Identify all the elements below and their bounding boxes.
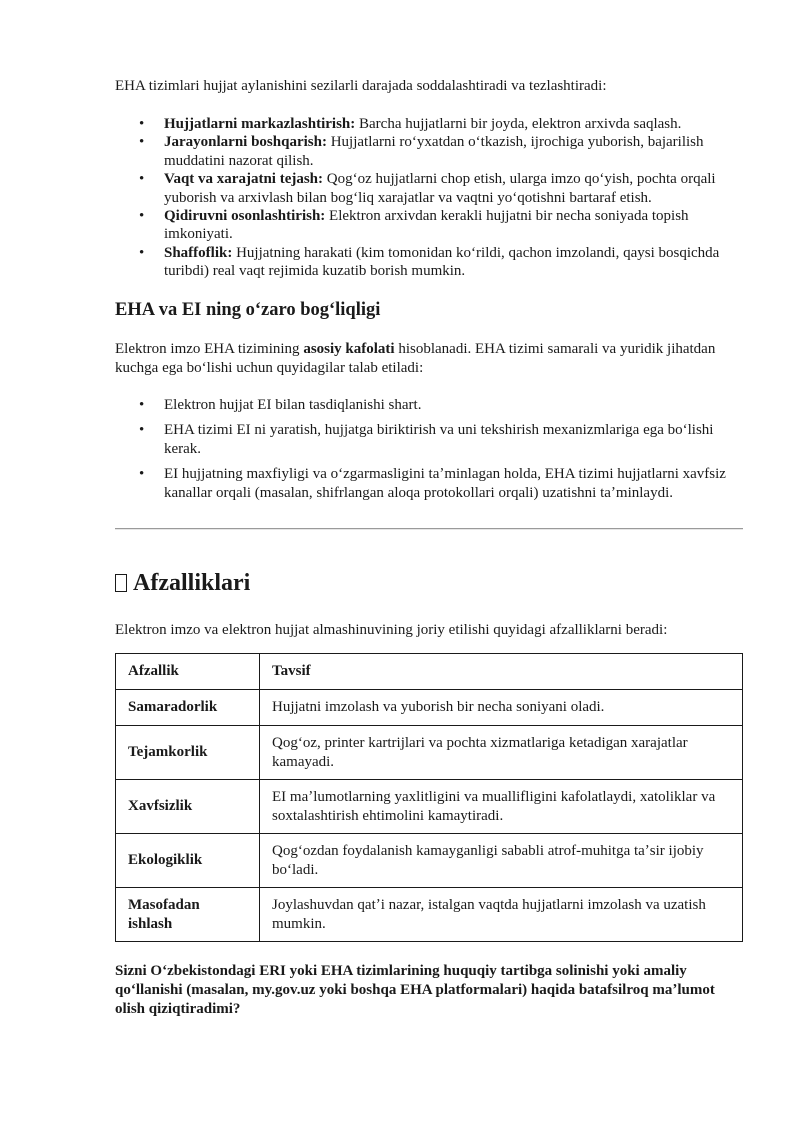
feature-term: Hujjatlarni markazlashtirish: <box>164 116 356 132</box>
list-item <box>115 421 743 458</box>
feature-text: Qogʻoz hujjatlarni chop etish, ularga imzo qoʻyish, pochta orqali yuborish va arxivlash bilan bogʻliq xarajatlar va vaqtni yoʻqotishni bartaraf etish. <box>164 171 716 206</box>
advantages-heading <box>115 567 250 599</box>
table-cell-key: Ekologiklik <box>116 834 260 888</box>
bullet-icon: • <box>139 244 145 261</box>
table-cell-key: Tejamkorlik <box>116 726 260 780</box>
bullet-icon: • <box>139 116 145 132</box>
feature-text: Elektron arxivdan kerakli hujjatni bir necha soniyada topish imkoniyati. <box>164 208 689 243</box>
missing-glyph-icon <box>115 574 127 592</box>
list-item <box>115 396 743 414</box>
table-header-cell: Tavsif <box>260 654 743 690</box>
requirement-text: EI hujjatning maxfiyligi va oʻzgarmasligini taʼminlagan holda, EHA tizimi hujjatlarni xavfsiz kanallar orqali (masalan, shifrlangan aloqa protokollari orqali) uzatishni taʼminlaydi. <box>164 466 726 501</box>
advantages-intro: Elektron imzo va elektron hujjat almashinuvining joriy etilishi quyidagi afzalliklarni beradi: <box>115 622 668 638</box>
feature-term: Vaqt va xarajatni tejash: <box>164 171 324 188</box>
closing-question: Sizni Oʻzbekistondagi ERI yoki EHA tizimlarining huquqiy tartibga solinishi yoki amaliy qoʻllanishi (masalan, my.gov.uz yoki boshqa EHA platformalari) haqida batafsilroq maʼlumot olish qiziqtiradimi? <box>115 963 715 1017</box>
table-cell-key: Samaradorlik <box>116 690 260 726</box>
requirement-text: Elektron hujjat EI bilan tasdiqlanishi shart. <box>164 397 422 413</box>
table-cell-key: Masofadan ishlash <box>116 888 260 942</box>
table-cell-value: EI maʼlumotlarning yaxlitligini va muallifligini kafolatlaydi, xatoliklar va soxtalashtirish ehtimolini kamaytiradi. <box>260 780 743 834</box>
bullet-icon: • <box>139 422 145 439</box>
list-item <box>115 465 743 502</box>
section-heading: EHA va EI ning oʻzaro bogʻliqligi <box>115 300 381 320</box>
table-row <box>116 780 743 834</box>
feature-text: Hujjatning harakati (kim tomonidan koʻrildi, qachon imzolandi, qaysi bosqichda turibdi) real vaqt rejimida kuzatib borish mumkin. <box>164 244 720 280</box>
table-row <box>116 888 743 942</box>
table-cell-value: Joylashuvdan qatʼi nazar, istalgan vaqtda hujjatlarni imzolash va uzatish mumkin. <box>260 888 743 942</box>
relation-paragraph <box>115 340 743 378</box>
relation-text-bold: asosiy kafolati <box>303 341 395 357</box>
requirement-text: EHA tizimi EI ni yaratish, hujjatga biriktirish va uni tekshirish mexanizmlariga ega boʻlishi kerak. <box>164 422 714 457</box>
list-item <box>115 207 743 244</box>
bullet-icon: • <box>139 397 145 413</box>
feature-term: Qidiruvni osonlashtirish: <box>164 208 326 225</box>
bullet-icon: • <box>139 466 145 483</box>
advantages-table <box>115 653 743 942</box>
feature-term: Jarayonlarni boshqarish: <box>164 134 327 151</box>
feature-text: Hujjatlarni roʻyxatdan oʻtkazish, ijrochiga yuborish, bajarilish muddatini nazorat qilish. <box>164 134 704 169</box>
table-row <box>116 726 743 780</box>
horizontal-divider <box>115 528 743 530</box>
list-item <box>115 244 743 281</box>
table-cell-value: Hujjatni imzolash va yuborish bir necha soniyani oladi. <box>260 690 743 726</box>
table-row <box>116 834 743 888</box>
bullet-icon: • <box>139 171 145 188</box>
relation-text-after: hisoblanadi. EHA tizimi samarali va yuridik jihatdan kuchga ega boʻlishi uchun quyidagilar talab etiladi: <box>115 341 716 376</box>
relation-text-before: Elektron imzo EHA tizimining <box>115 341 304 357</box>
table-header-row <box>116 654 743 690</box>
list-item <box>115 170 743 207</box>
table-cell-value: Qogʻozdan foydalanish kamayganligi sababli atrof-muhitga taʼsir ijobiy boʻladi. <box>260 834 743 888</box>
bullet-icon: • <box>139 134 145 151</box>
list-item <box>115 115 743 133</box>
advantages-heading-text: Afzalliklari <box>133 570 251 596</box>
table-cell-key: Xavfsizlik <box>116 780 260 834</box>
table-header-cell: Afzallik <box>116 654 260 690</box>
requirements-list <box>115 396 743 509</box>
features-list <box>115 115 743 281</box>
list-item <box>115 133 743 170</box>
bullet-icon: • <box>139 208 145 225</box>
feature-term: Shaffoflik: <box>164 244 233 261</box>
feature-text: Barcha hujjatlarni bir joyda, elektron arxivda saqlash. <box>359 116 682 132</box>
table-cell-value: Qogʻoz, printer kartrijlari va pochta xizmatlariga ketadigan xarajatlar kamayadi. <box>260 726 743 780</box>
table-row <box>116 690 743 726</box>
intro-paragraph: EHA tizimlari hujjat aylanishini sezilarli darajada soddalashtiradi va tezlashtiradi: <box>115 78 607 94</box>
